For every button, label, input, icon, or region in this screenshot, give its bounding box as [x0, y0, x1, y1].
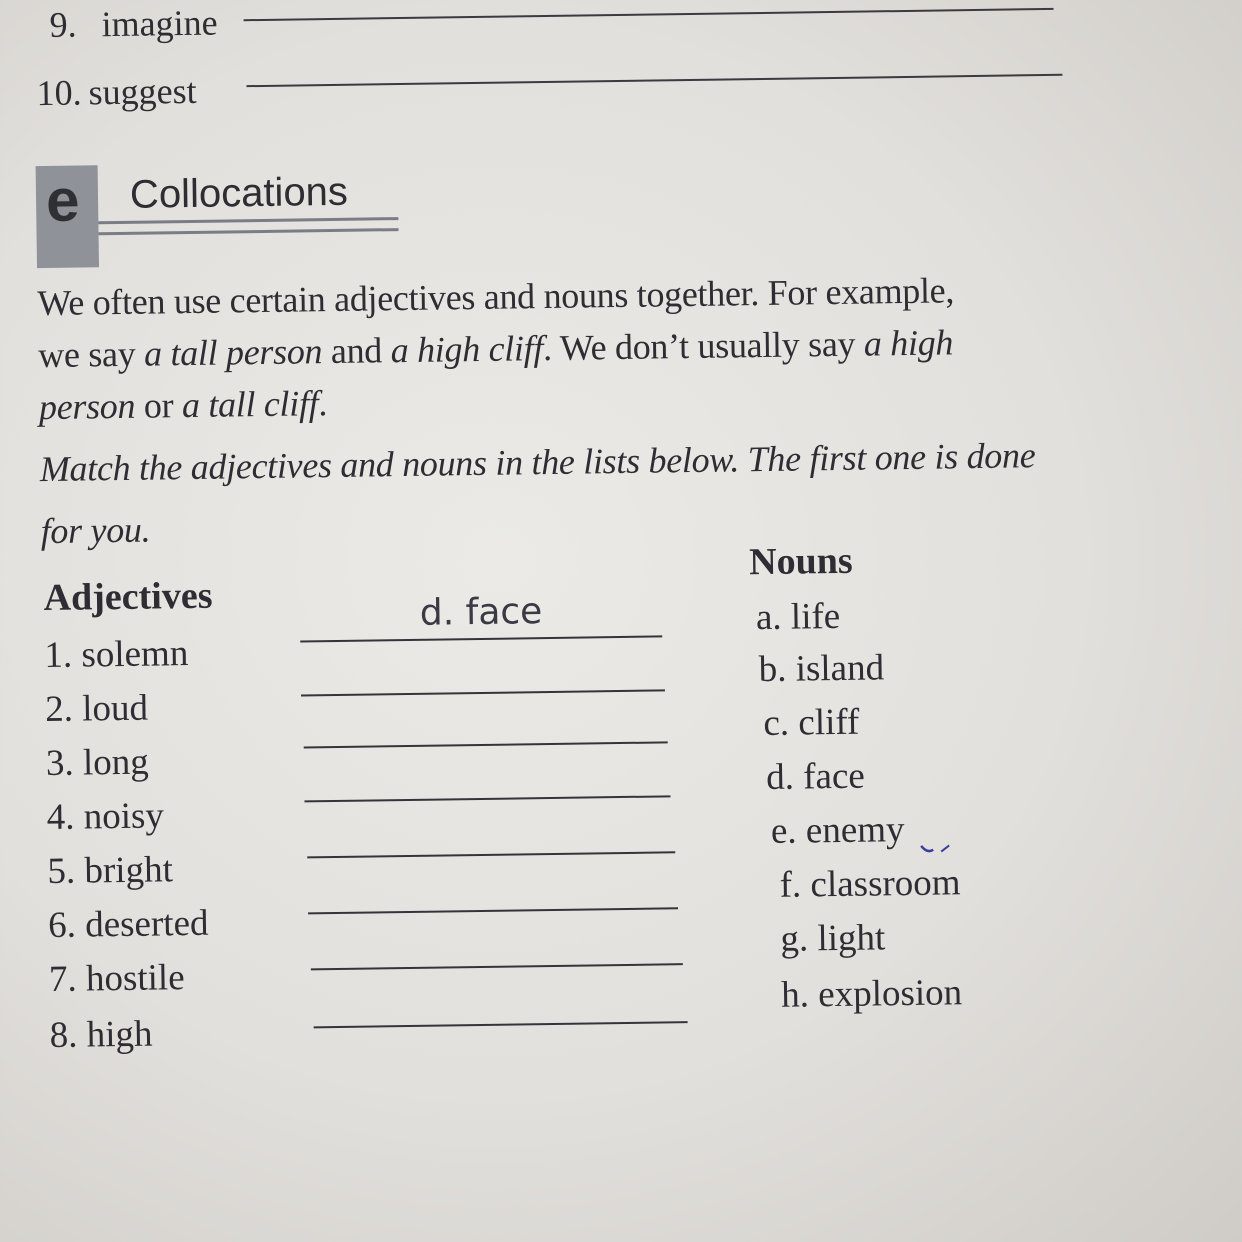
example-tall-person: a tall person — [143, 331, 323, 374]
answer-line-7[interactable] — [311, 963, 683, 970]
example-person: person — [38, 385, 136, 428]
answer-handwritten: d. face — [419, 591, 543, 634]
noun-item: e. enemy — [770, 809, 905, 852]
previous-item-9 — [49, 2, 218, 46]
noun-item: g. light — [780, 917, 886, 960]
adjective-item: 8. high — [49, 1013, 153, 1057]
intro-text: . — [318, 383, 328, 424]
previous-item-word: suggest — [88, 70, 197, 113]
example-high-cliff: a high cliff — [390, 328, 544, 371]
answer-line-3[interactable] — [304, 741, 668, 748]
instruction-text: Match the adjectives and nouns in the lists below. The first one is done — [39, 435, 1036, 490]
adjective-item: 2. loud — [44, 687, 149, 731]
answer-line-1[interactable] — [300, 635, 662, 642]
adjectives-heading: Adjectives — [43, 574, 213, 620]
adjective-item: 4. noisy — [46, 795, 165, 839]
intro-text: . We don’t usually say — [542, 323, 865, 369]
previous-item-number: 9. — [49, 4, 77, 45]
noun-item: h. explosion — [780, 972, 963, 1016]
answer-line-4[interactable] — [304, 795, 670, 802]
section-title: Collocations — [129, 169, 349, 217]
intro-text: or — [134, 385, 183, 426]
noun-item: b. island — [758, 647, 885, 691]
answer-line-2[interactable] — [301, 689, 665, 696]
adjective-item: 1. solemn — [44, 633, 189, 677]
adjective-item: 3. long — [45, 741, 149, 785]
noun-item: d. face — [765, 755, 866, 798]
example-high: a high — [863, 322, 954, 364]
example-tall-cliff: a tall cliff — [181, 383, 319, 426]
instruction-line-2 — [40, 489, 1121, 558]
instruction-line-1 — [39, 427, 1120, 496]
noun-item: a. life — [755, 595, 841, 639]
answer-line-8[interactable] — [314, 1021, 688, 1028]
pen-mark — [919, 841, 953, 855]
intro-text: and — [321, 330, 391, 372]
previous-item-number: 10. — [36, 72, 82, 114]
adjective-item: 7. hostile — [48, 957, 185, 1001]
answer-line-5[interactable] — [307, 851, 675, 858]
previous-answer-line-10[interactable] — [246, 74, 1062, 87]
instruction-text: for you. — [40, 509, 151, 552]
answer-line-6[interactable] — [308, 907, 678, 914]
noun-item: c. cliff — [763, 701, 860, 745]
intro-text: we say — [37, 333, 145, 376]
section-title-rule — [98, 217, 398, 235]
adjective-item: 5. bright — [47, 849, 174, 893]
noun-item: f. classroom — [779, 862, 961, 906]
previous-item-10 — [36, 70, 197, 114]
section-letter: e — [45, 166, 80, 234]
adjective-item: 6. deserted — [47, 902, 209, 947]
intro-text: We often use certain adjectives and nouns together. For example, — [37, 270, 955, 324]
previous-item-word: imagine — [101, 2, 218, 45]
nouns-heading: Nouns — [748, 539, 853, 584]
previous-answer-line-9[interactable] — [244, 8, 1054, 21]
